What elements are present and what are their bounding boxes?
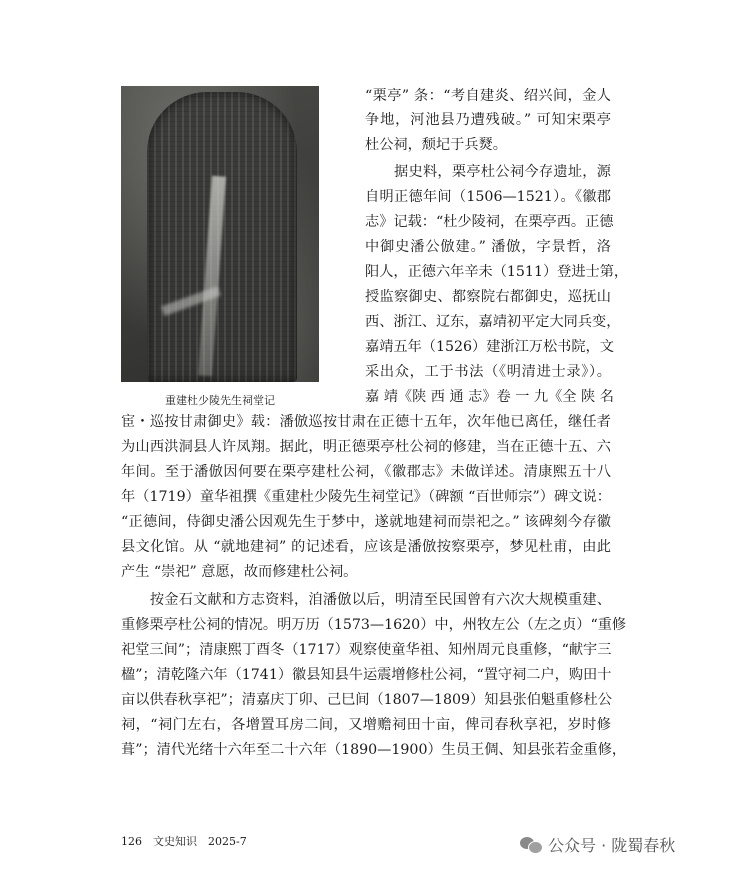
page-footer: 126 文史知识 2025-7 <box>121 835 247 848</box>
text-line: 年间。至于潘倣因何要在栗亭建杜公祠，《徽郡志》未做详述。清康熙五十八 <box>121 464 611 480</box>
text-line: 祠，“祠门左右，各增置耳房二间，又增赡祠田十亩，俾司春秋享祀，岁时修 <box>121 717 611 733</box>
stele-rubbing-photo <box>121 86 319 382</box>
watermark <box>520 833 675 855</box>
text-line: 县文化馆。从 “就地建祠” 的记述看，应该是潘倣按察栗亭，梦见杜甫，由此 <box>121 539 611 555</box>
text-line: 中御史潘公倣建。” 潘倣，字景哲，洛 <box>365 239 611 255</box>
text-line: 楹”；清乾隆六年（1741）徽县知县牛运震增修杜公祠，“置守祠二户，购田十 <box>121 667 612 683</box>
text-line: 葺”；清代光绪十六年至二十六年（1890—1900）生员王倜、知县张若金重修， <box>121 742 627 758</box>
text-line: 宦・巡按甘肃御史》载：潘倣巡按甘肃在正德十五年，次年他已离任，继任者 <box>121 414 611 430</box>
text-line: 据史料，栗亭杜公祠今存遗址，源 <box>365 164 611 180</box>
text-line: 争地，河池县乃遭残破。” 可知宋栗亭 <box>365 112 611 128</box>
text-line: 按金石文献和方志资料，洎潘倣以后，明清至民国曾有六次大规模重建、 <box>121 592 611 608</box>
text-line: “栗亭” 条：“考自建炎、绍兴间，金人 <box>365 88 611 104</box>
text-line: 杜公祠，颓圮于兵燹。 <box>365 137 507 153</box>
watermark-text: 公众号 · 陇蜀春秋 <box>548 835 676 855</box>
text-line: 自明正德年间（1506—1521）。《徽郡 <box>365 189 611 205</box>
figure-caption: 重建杜少陵先生祠堂记 <box>165 394 275 407</box>
text-line: 嘉 靖《陕 西 通 志》卷 一 九《全 陕 名 <box>365 389 614 405</box>
text-line: 为山西洪洞县人许凤翔。据此，明正德栗亭杜公祠的修建，当在正德十五、六 <box>121 439 611 455</box>
text-line: 嘉靖五年（1526）建浙江万松书院，文 <box>365 339 614 355</box>
text-line: 阳人，正德六年辛未（1511）登进士第， <box>365 264 629 280</box>
text-line: “正德间，侍御史潘公因观先生于梦中，遂就地建祠而崇祀之。” 该碑刻今存徽 <box>121 514 611 530</box>
text-line: 采出众，工于书法（《明清进士录》）。 <box>365 364 611 380</box>
text-line: 重修栗亭杜公祠的情况。明万历（1573—1620）中，州牧左公（左之贞）“重修 <box>121 617 627 633</box>
stele-slab <box>147 92 297 382</box>
text-line: 产生 “崇祀” 意愿，故而修建杜公祠。 <box>121 564 358 580</box>
text-line: 授监察御史、都察院右都御史，巡抚山 <box>365 289 611 305</box>
wechat-icon <box>520 835 542 853</box>
text-line: 祀堂三间”；清康熙丁酉冬（1717）观察使童华祖、知州周元良重修，“献宇三 <box>121 642 612 658</box>
text-line: 亩以供春秋享祀”；清嘉庆丁卯、己巳间（1807—1809）知县张伯魁重修杜公 <box>121 692 612 708</box>
text-line: 志》记载：“杜少陵祠，在栗亭西。正德 <box>365 214 614 230</box>
text-line: 年（1719）童华祖撰《重建杜少陵先生祠堂记》（碑额 “百世师宗”）碑文说： <box>121 489 611 505</box>
text-line: 西、浙江、辽东，嘉靖初平定大同兵变， <box>365 314 621 330</box>
